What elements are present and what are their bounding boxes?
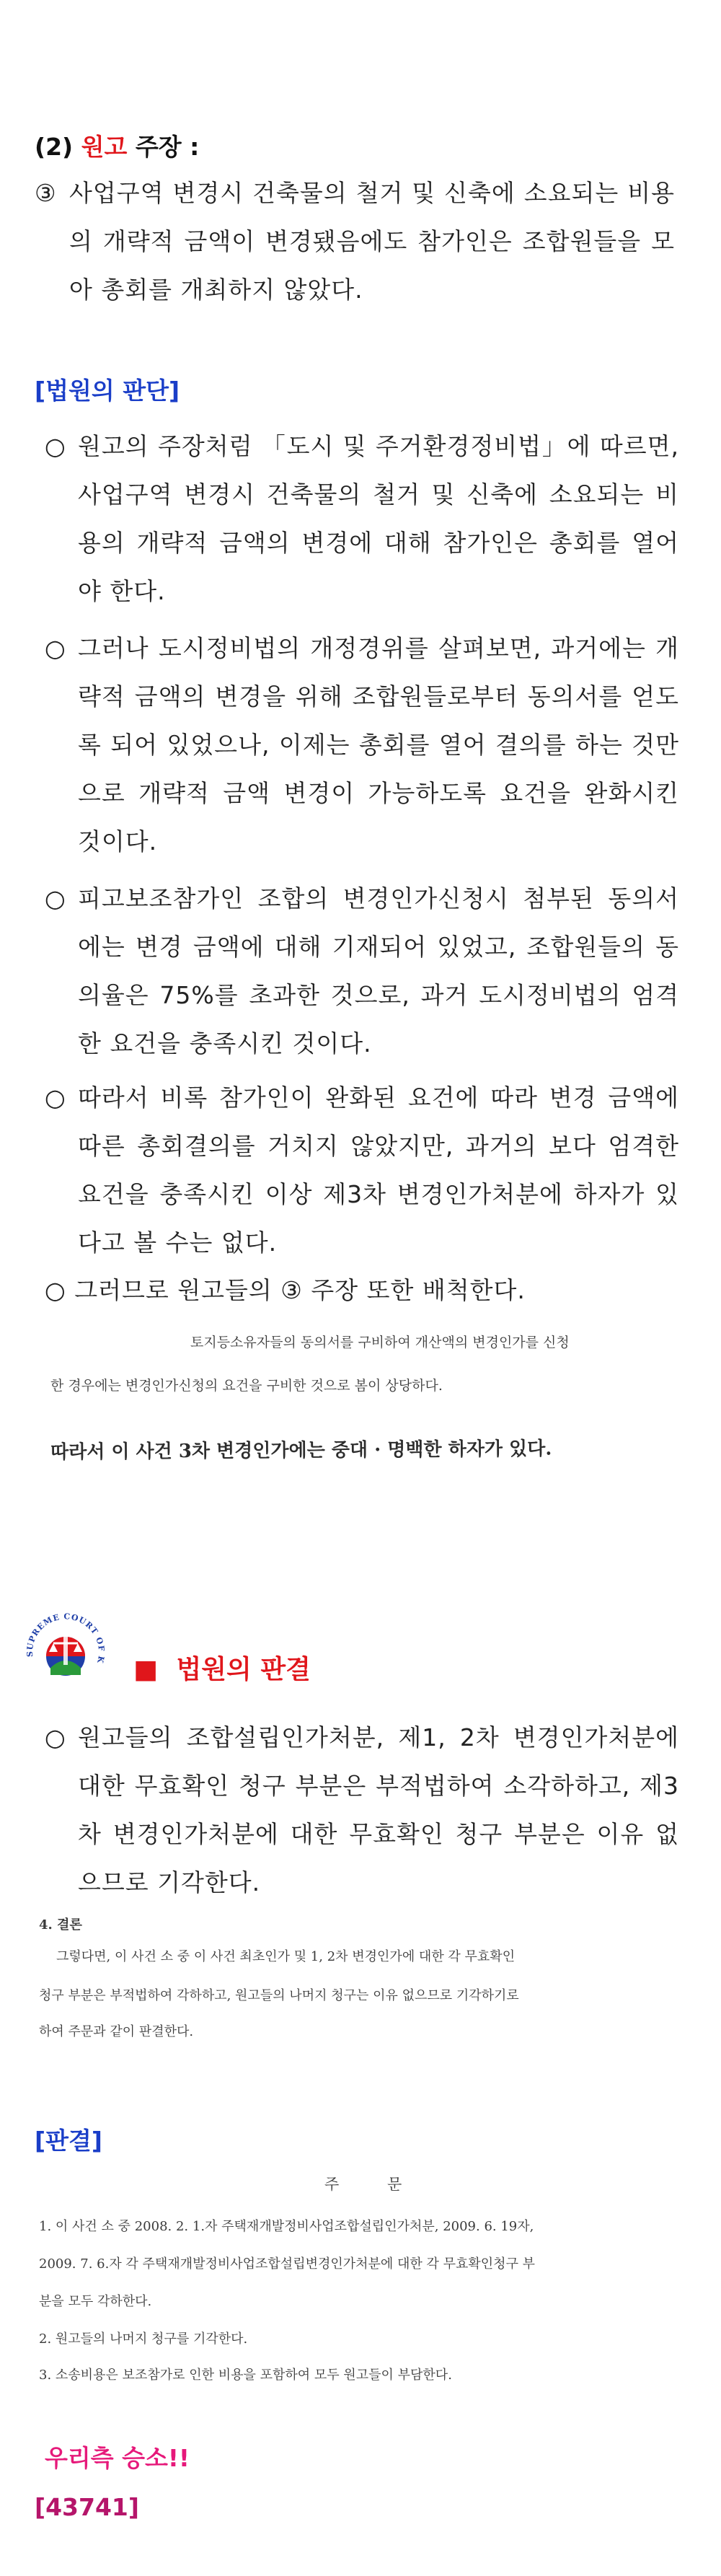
bullet-circle: ○ bbox=[45, 432, 66, 460]
order-line: 2009. 7. 6.자 각 주택재개발정비사업조합설립변경인가처분에 대한 각 무효확인청구 부 bbox=[39, 2256, 536, 2272]
verdict-text: 원고들의 조합설립인가처분, 제1, 2차 변경인가처분에 대한 무효확인 청구 부분은 부적법하여 소각하하고, 제3차 변경인가처분에 대한 무효확인 청구 부분은 이유 없으므로 기각한다. bbox=[78, 1723, 679, 1896]
claim-suffix: 주장 : bbox=[127, 133, 200, 161]
order-title: 주 문 bbox=[324, 2176, 402, 2193]
verdict-title: 법원의 판결 bbox=[176, 1655, 311, 1684]
judgment-item-text: 원고의 주장처럼 「도시 및 주거환경정비법」에 따르면, 사업구역 변경시 건축물의 철거 및 신축에 소요되는 비용의 개략적 금액의 변경에 대해 참가인은 총회를 열어야 한다. bbox=[78, 432, 679, 605]
judgment-item-text: 피고보조참가인 조합의 변경인가신청시 첨부된 동의서에는 변경 금액에 대해 기재되어 있었고, 조합원들의 동의율은 75%를 초과한 것으로, 과거 도시정비법의 엄격한 요건을 충족시킨 것이다. bbox=[78, 884, 679, 1058]
excerpt-line: 한 경우에는 변경인가신청의 요건을 구비한 것으로 봄이 상당하다. bbox=[50, 1378, 443, 1394]
order-line: 2. 원고들의 나머지 청구를 기각한다. bbox=[39, 2331, 248, 2347]
ruling-header: [판결] bbox=[35, 2127, 102, 2155]
excerpt-line: 따라서 이 사건 3차 변경인가에는 중대 · 명백한 하자가 있다. bbox=[50, 1438, 552, 1464]
bullet-circle: ○ bbox=[45, 1083, 66, 1112]
win-text: 우리측 승소!! bbox=[45, 2444, 190, 2472]
order-line: 1. 이 사건 소 중 2008. 2. 1.자 주택재개발정비사업조합설립인가처분, 2009. 6. 19자, bbox=[39, 2219, 534, 2234]
judgment-item-4 bbox=[45, 1073, 679, 1268]
claim-prefix: (2) bbox=[35, 133, 81, 161]
court-seal-logo bbox=[22, 1609, 110, 1697]
claim-marker: ③ bbox=[35, 179, 56, 207]
claim-text: 사업구역 변경시 건축물의 철거 및 신축에 소요되는 비용의 개략적 금액이 변경됐음에도 참가인은 조합원들을 모아 총회를 개최하지 않았다. bbox=[69, 179, 675, 304]
judgment-header: [법원의 판단] bbox=[35, 377, 180, 405]
excerpt-1 bbox=[29, 1327, 707, 1464]
bullet-circle: ○ bbox=[45, 634, 66, 662]
case-id: [43741] bbox=[35, 2493, 139, 2521]
judgment-item-1 bbox=[45, 422, 679, 617]
order-line: 3. 소송비용은 보조참가로 인한 비용을 포함하여 모두 원고들이 부담한다. bbox=[39, 2368, 452, 2383]
judgment-item-text: 따라서 비록 참가인이 완화된 요건에 따라 변경 금액에 따른 총회결의를 거치지 않았지만, 과거의 보다 엄격한 요건을 충족시킨 이상 제3차 변경인가처분에 하자가 있다고 볼 수는 없다. bbox=[78, 1083, 679, 1257]
excerpt-heading: 4. 결론 bbox=[39, 1917, 82, 1933]
excerpt-2 bbox=[29, 1912, 707, 2056]
excerpt-line: 청구 부분은 부적법하여 각하하고, 원고들의 나머지 청구는 이유 없으므로 기각하기로 bbox=[39, 1988, 519, 2003]
claim-heading bbox=[35, 128, 199, 162]
bullet-circle: ○ bbox=[45, 884, 66, 913]
excerpt-line: 토지등소유자들의 동의서를 구비하여 개산액의 변경인가를 신청 bbox=[190, 1335, 570, 1350]
excerpt-3 bbox=[29, 2157, 707, 2395]
judgment-item-3 bbox=[45, 874, 679, 1069]
verdict-heading bbox=[133, 1649, 311, 1686]
excerpt-line: 그렇다면, 이 사건 소 중 이 사건 최초인가 및 1, 2차 변경인가에 대한 각 무효확인 bbox=[56, 1949, 516, 1964]
red-square-icon: ■ bbox=[133, 1655, 159, 1684]
claimant-label: 원고 bbox=[81, 133, 128, 161]
judgment-item-2 bbox=[45, 624, 679, 869]
excerpt-line: 하여 주문과 같이 판결한다. bbox=[39, 2024, 194, 2039]
order-line: 분을 모두 각하한다. bbox=[39, 2294, 152, 2309]
judgment-item-text: 그러나 도시정비법의 개정경위를 살펴보면, 과거에는 개략적 금액의 변경을 위해 조합원들로부터 동의서를 얻도록 되어 있었으나, 이제는 총회를 열어 결의를 하는 것만으로 개략적 금액 변경이 가능하도록 요건을 완화시킨 것이다. bbox=[78, 634, 679, 856]
bullet-circle: ○ bbox=[45, 1723, 66, 1751]
conclusion-line: ○ 그러므로 원고들의 ③ 주장 또한 배척한다. bbox=[45, 1276, 526, 1304]
seal-text: SUPREME COURT OF K bbox=[25, 1612, 107, 1665]
verdict-item bbox=[45, 1713, 679, 1908]
